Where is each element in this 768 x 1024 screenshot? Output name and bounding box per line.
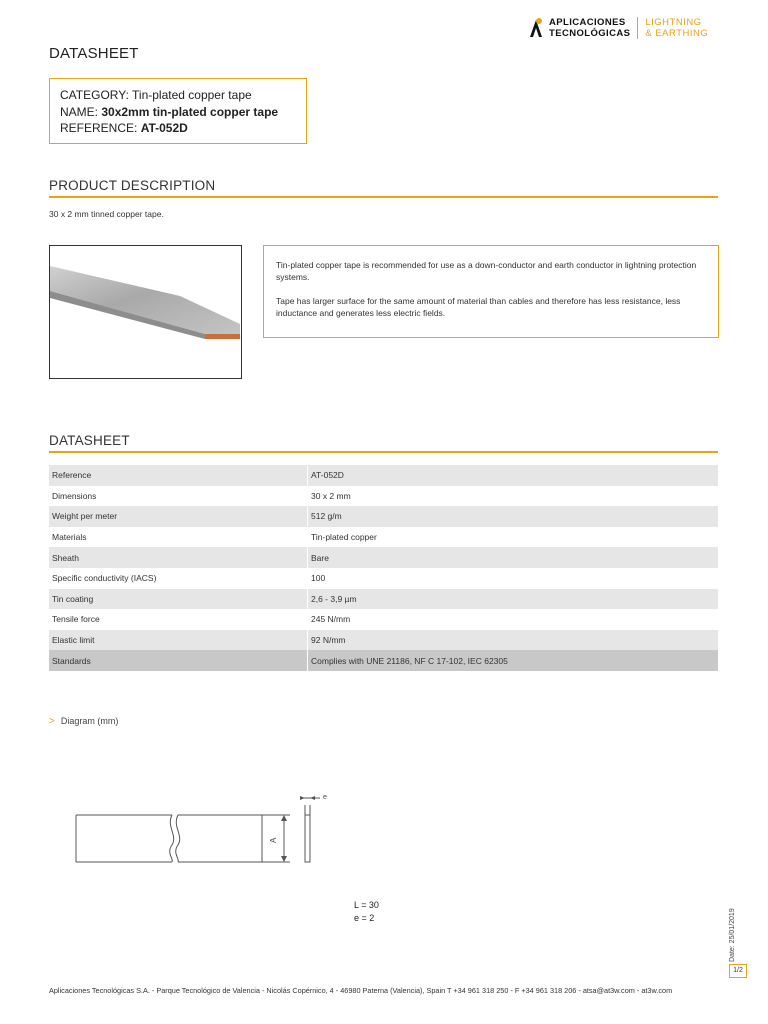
datasheet-title: DATASHEET [49,433,130,448]
diagram-label: > Diagram (mm) [49,716,119,727]
table-row: Elastic limit 92 N/mm [49,630,718,651]
category-line: CATEGORY: Tin-plated copper tape [60,88,252,102]
page-title: DATASHEET [49,45,139,62]
product-short-description: 30 x 2 mm tinned copper tape. [49,209,164,219]
tape-diagram [60,785,340,880]
dimension-a-label: A [269,837,278,843]
logo-tagline: LIGHTNING & EARTHING [645,17,709,39]
table-row: Sheath Bare [49,547,718,568]
info-paragraph: Tin-plated copper tape is recommended for use as a down-conductor and earth conductor in lightning protection systems. [276,260,697,282]
table-row: Weight per meter 512 g/m [49,506,718,527]
name-line: NAME: 30x2mm tin-plated copper tape [60,104,279,119]
chevron-right-icon: > [49,716,55,727]
footer-address: Aplicaciones Tecnológicas S.A. - Parque Tecnológico de Valencia - Nicolás Copérnico, 4 - 46980 Paterna (Valencia), Spain T +34 961 318 250 - F +34 961 318 206 - atsa@at3w.com - at3w.com [49,986,673,995]
table-row: Materials Tin-plated copper [49,527,718,548]
product-photo [49,245,242,379]
table-row: Dimensions 30 x 2 mm [49,486,718,507]
datasheet-table [49,465,718,671]
company-logo [527,14,737,42]
category-box [49,78,307,144]
section-divider [49,451,718,453]
table-row: Reference AT-052D [49,465,718,486]
section-divider [49,196,718,198]
table-row: Specific conductivity (IACS) 100 [49,568,718,589]
tape-diagram-drawing [60,785,340,875]
logo-name: APLICACIONES TECNOLÓGICAS [549,17,631,39]
table-row: Tin coating 2,6 - 3,9 µm [49,589,718,610]
page-number: 1/2 [729,964,747,978]
table-row: Standards Complies with UNE 21186, NF C 17-102, IEC 62305 [49,650,718,671]
product-info-box [263,245,719,338]
logo-divider [637,17,638,39]
reference-line: REFERENCE: AT-052D [60,121,188,135]
info-paragraph: Tape has larger surface for the same amount of material than cables and therefore has less resistance, less inductance and generates less electric fields. [276,296,681,318]
document-date: Date: 25/01/2019 [729,908,736,962]
dimension-e-label: e [323,794,327,801]
table-row: Tensile force 245 N/mm [49,609,718,630]
diagram-legend: L = 30 e = 2 [354,900,379,923]
logo-mark-icon [527,17,545,39]
product-description-title: PRODUCT DESCRIPTION [49,178,216,193]
